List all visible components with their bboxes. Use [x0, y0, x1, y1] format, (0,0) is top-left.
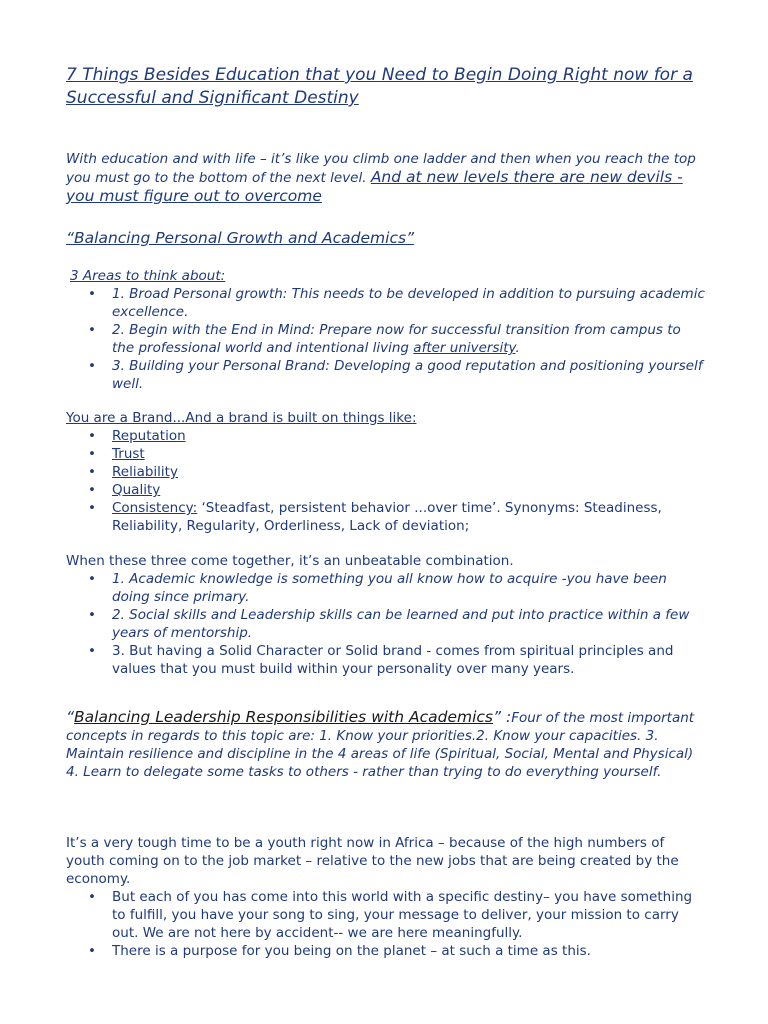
- areas-list: [66, 285, 706, 393]
- consistency-label: Consistency:: [112, 500, 198, 516]
- list-item: • 1. Broad Personal growth: This needs to be developed in addition to pursuing academic excellence.: [88, 286, 705, 320]
- list-item: • There is a purpose for you being on the planet – at such a time as this.: [88, 943, 591, 959]
- list-item: • 3. But having a Solid Character or Solid brand - comes from spiritual principles and values that you must build within your personality over many years.: [88, 643, 674, 677]
- list-item: [66, 499, 706, 535]
- section-heading-leadership: Balancing Leadership Responsibilities with Academics: [74, 708, 494, 726]
- combination-heading: When these three come together, it’s an unbeatable combination.: [66, 553, 514, 569]
- areas-heading: 3 Areas to think about:: [70, 268, 226, 284]
- list-item: • Trust: [88, 446, 145, 462]
- bullet-icon: •: [88, 943, 96, 959]
- bullet-icon: •: [88, 889, 96, 905]
- bullet-icon: •: [88, 322, 96, 338]
- section-heading-personal-growth: “Balancing Personal Growth and Academics”: [66, 229, 415, 247]
- bullet-icon: •: [88, 500, 96, 516]
- intro-emphasis: And at new levels there are new devils - you must figure out to overcome: [66, 168, 683, 205]
- list-item: • Reliability: [88, 464, 178, 480]
- youth-paragraph: It’s a very tough time to be a youth right now in Africa – because of the high numbers of youth coming on to the job market – relative to the new jobs that are being created by the economy.: [66, 835, 679, 887]
- document-title: 7 Things Besides Education that you Need to Begin Doing Right now for a Successful and Significant Destiny: [66, 65, 693, 108]
- bullet-icon: •: [88, 358, 96, 374]
- list-item: • 3. Building your Personal Brand: Developing a good reputation and positioning yourself well.: [88, 358, 703, 392]
- destiny-list: [66, 888, 706, 960]
- intro-text: With education and with life – it’s like you climb one ladder and then when you reach the top you must go to the bottom of the next level.: [66, 151, 696, 186]
- list-item: • But each of you has come into this world with a specific destiny– you have something to fulfill, you have your song to sing, your message to deliver, your mission to carry out. We are not here by accident-- we are here meaningfully.: [88, 889, 693, 941]
- brand-list: [66, 427, 706, 535]
- leadership-text: Four of the most important concepts in regards to this topic are: 1. Know your priorities.2. Know your capacities. 3. Maintain resilience and discipline in the 4 areas of life (Spiritual, Social, Mental and Physical) 4. Learn to delegate some tasks to others - rather than trying to do everything yourself.: [66, 710, 695, 780]
- consistency-text: ‘Steadfast, persistent behavior ...over time’. Synonyms: Steadiness, Reliability, Regularity, Orderliness, Lack of deviation;: [112, 500, 662, 534]
- bullet-icon: •: [88, 643, 96, 659]
- list-item: • Reputation: [88, 428, 186, 444]
- bullet-icon: •: [88, 286, 96, 302]
- leadership-paragraph: “Balancing Leadership Responsibilities with Academics” :Four of the most important concepts in regards to this topic are: 1. Know your priorities.2. Know your capacities. 3. Maintain resilience and discipline in the 4 areas of life (Spiritual, Social, Mental and Physical) 4. Learn to delegate some tasks to others - rather than trying to do everything yourself.: [66, 708, 695, 780]
- brand-heading: You are a Brand...And a brand is built on things like:: [66, 410, 417, 426]
- bullet-icon: •: [88, 446, 96, 462]
- bullet-icon: •: [88, 482, 96, 498]
- list-item: • 2. Social skills and Leadership skills can be learned and put into practice within a few years of mentorship.: [88, 607, 690, 641]
- list-item: • Quality: [88, 482, 161, 498]
- bullet-icon: •: [88, 428, 96, 444]
- bullet-icon: •: [88, 607, 96, 623]
- list-item: • 2. Begin with the End in Mind: Prepare now for successful transition from campus to the professional world and intentional living after university.: [88, 322, 681, 356]
- bullet-icon: •: [88, 571, 96, 587]
- list-item: • 1. Academic knowledge is something you all know how to acquire -you have been doing since primary.: [88, 571, 667, 605]
- combination-list: [66, 570, 706, 678]
- bullet-icon: •: [88, 464, 96, 480]
- after-university-link: after university: [413, 340, 516, 356]
- intro-paragraph: [66, 150, 706, 206]
